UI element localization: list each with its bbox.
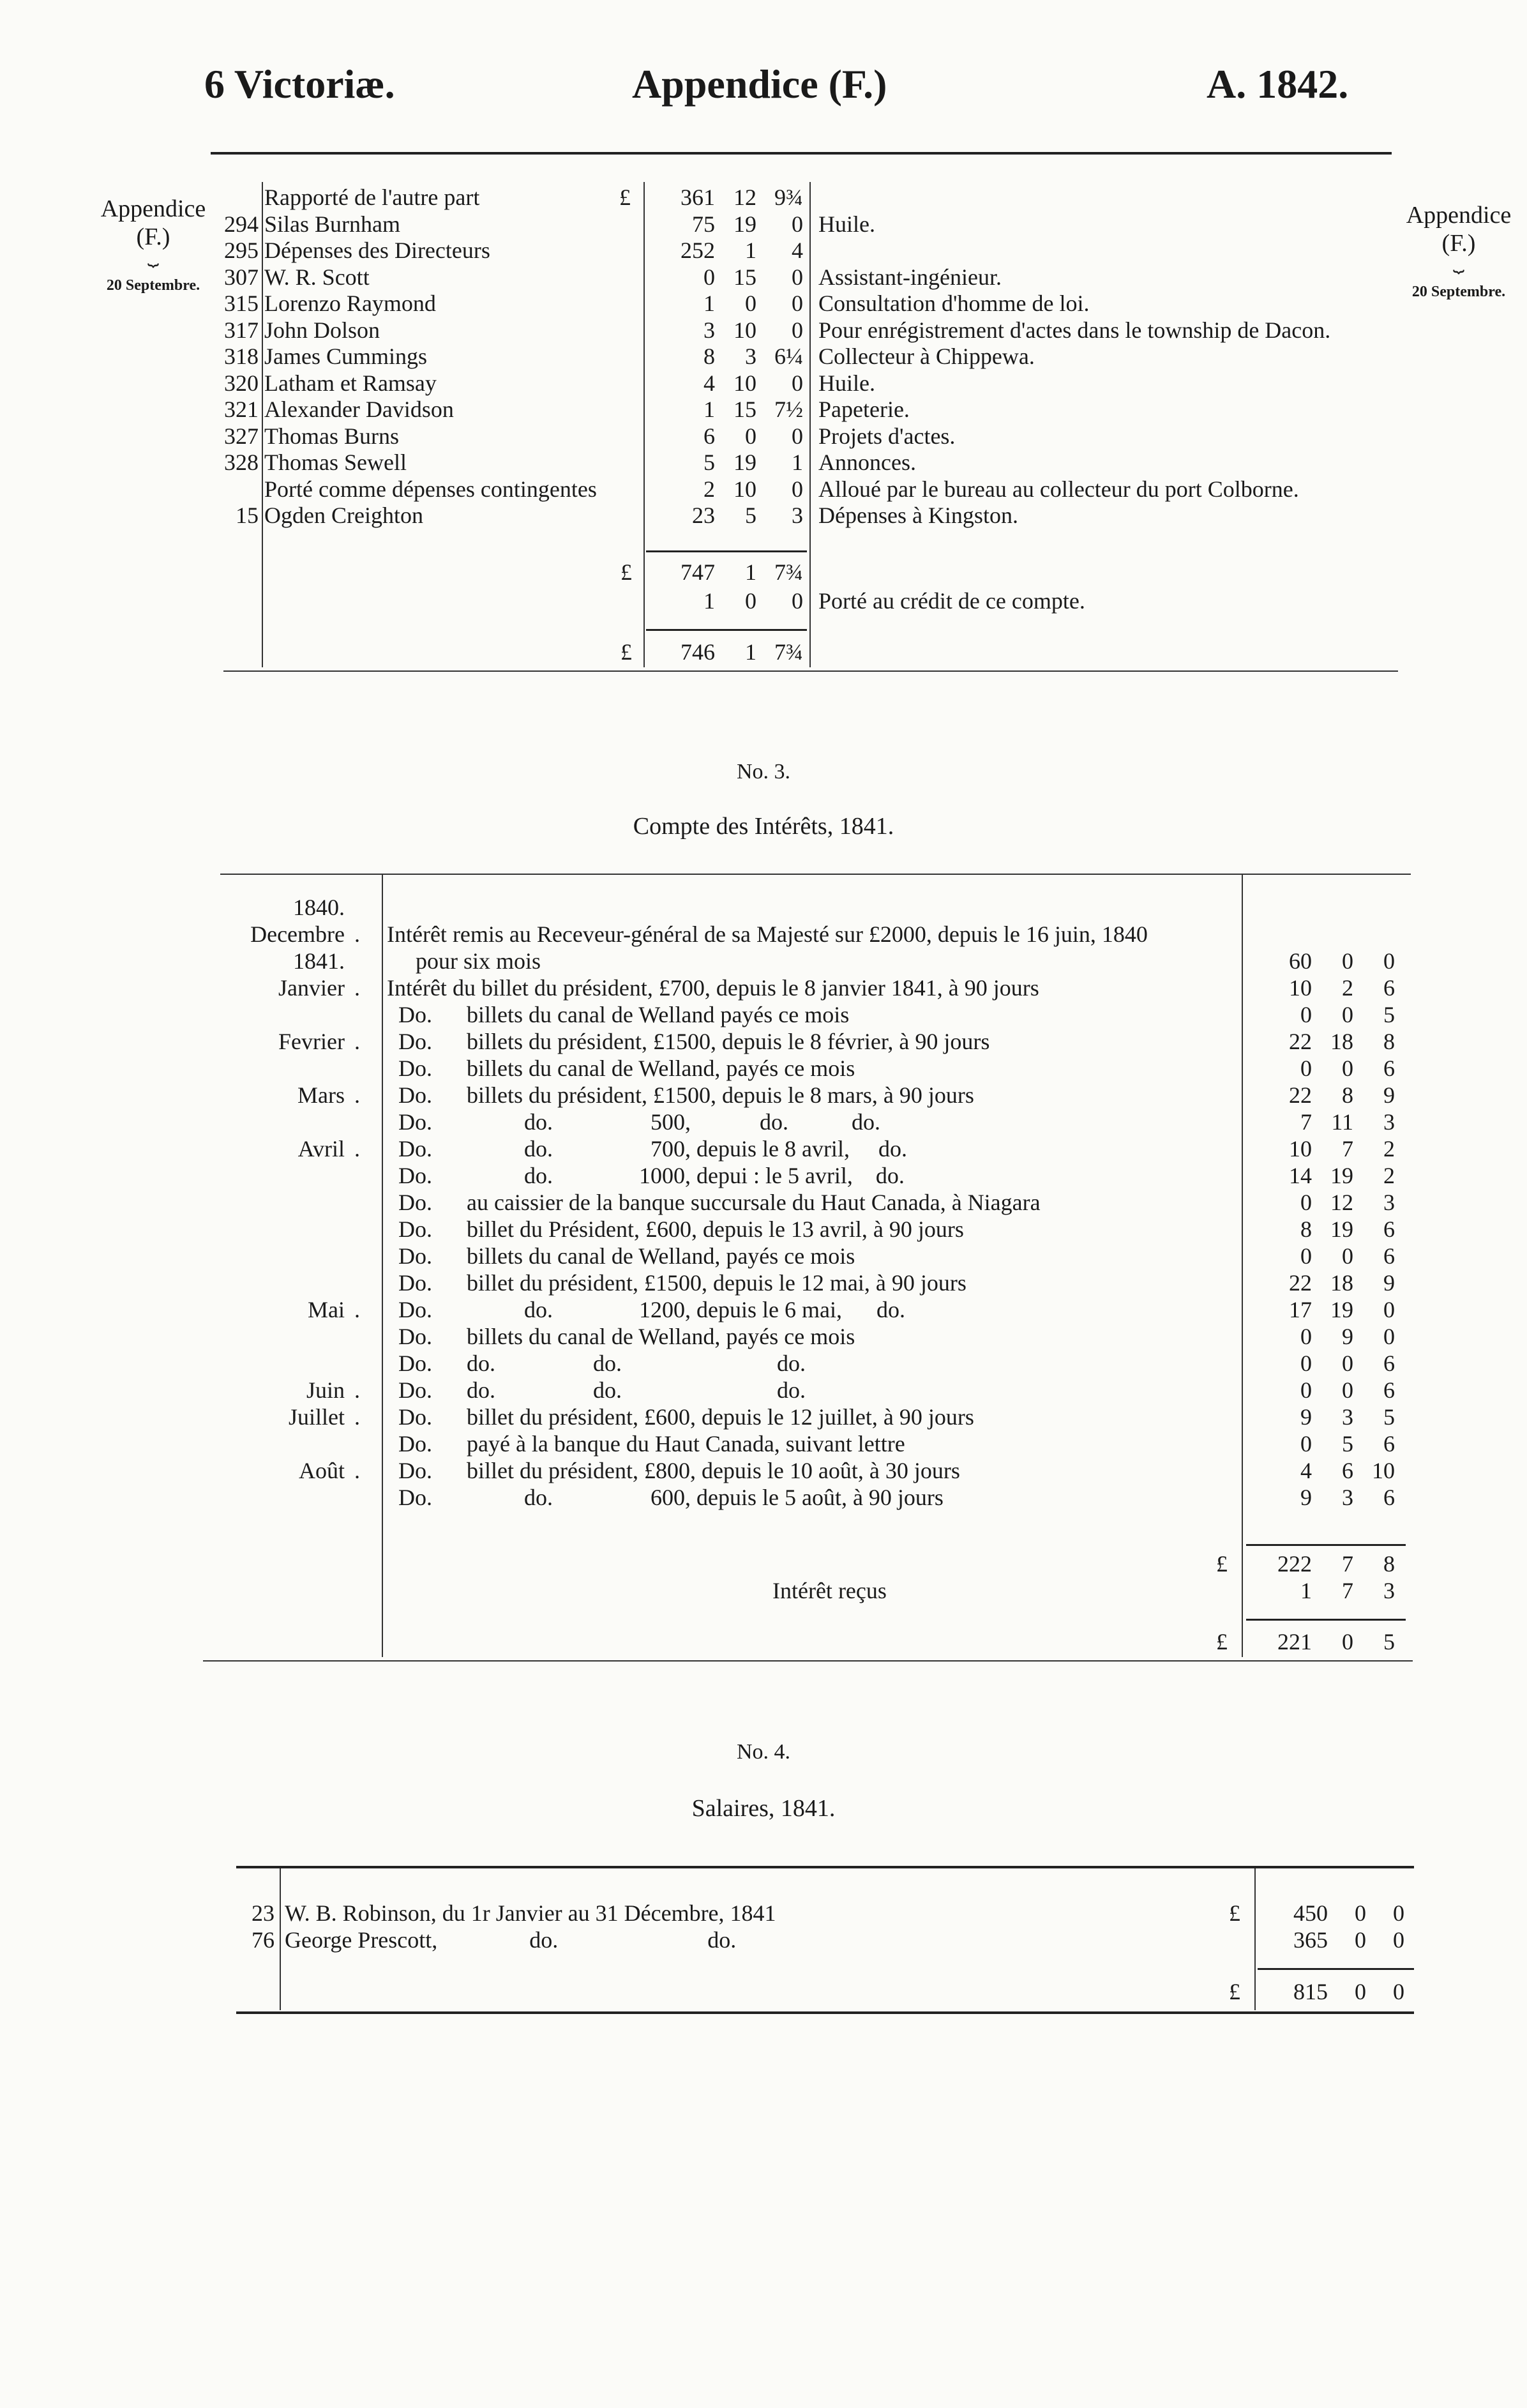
ledger-row (0, 423, 1527, 450)
month-dot: . (354, 1082, 360, 1108)
header-volume: 6 Victoriæ. (204, 61, 395, 107)
header-year: A. 1842. (1207, 61, 1349, 107)
amount-s: 12 (1330, 1190, 1353, 1215)
s4-total-row (0, 1978, 1527, 2005)
received-label: Intérêt reçus (772, 1578, 887, 1603)
interest-row (0, 1109, 1527, 1135)
margin-note-sub: (F.) (1441, 230, 1476, 257)
interest-row (0, 1430, 1527, 1457)
amount-d: 0 (792, 211, 803, 237)
amount-d: 0 (792, 476, 803, 502)
interest-row (0, 1055, 1527, 1082)
entry-description: Huile. (818, 211, 875, 237)
interest-row (0, 1001, 1527, 1028)
amount-l: 365 (1293, 1927, 1328, 1953)
section4-title: Salaires, 1841. (691, 1795, 836, 1822)
amount-l: 0 (1300, 1324, 1312, 1349)
entry-number: 315 (224, 291, 259, 316)
month-dot: . (354, 1404, 360, 1430)
amount-l: 3 (703, 317, 715, 343)
margin-note-label: Appendice (1406, 202, 1512, 229)
entry-description: Assistant-ingénieur. (818, 264, 1002, 290)
amount-l: 8 (703, 344, 715, 369)
interest-description: Do. billets du président, £1500, depuis le 8 mars, à 90 jours (387, 1082, 974, 1108)
entry-description: Pour enrégistrement d'actes dans le township de Dacon. (818, 317, 1331, 343)
month-label: Août (299, 1458, 345, 1483)
month-dot: . (354, 1297, 360, 1322)
amount-s: 19 (733, 450, 756, 475)
amount-d: 1 (792, 450, 803, 475)
amount-l: 4 (1300, 1458, 1312, 1483)
amount-s: 0 (1342, 1351, 1353, 1376)
amount-s: 9 (1342, 1324, 1353, 1349)
amount-s: 18 (1330, 1270, 1353, 1296)
month-label: Juin (306, 1377, 345, 1403)
amount-d: 0 (792, 264, 803, 290)
month-label: Fevrier (278, 1029, 345, 1054)
interest-row (0, 1457, 1527, 1484)
entry-number: 328 (224, 450, 259, 475)
amount-s: 0 (1342, 1629, 1353, 1655)
amount-l: 6 (703, 423, 715, 449)
s3-bottom-rule (203, 1660, 1413, 1662)
month-dot: . (354, 1458, 360, 1483)
brace-icon: ⏟ (1453, 252, 1464, 273)
amount-l: 1 (703, 291, 715, 316)
amount-l: 361 (681, 185, 715, 210)
interest-row (0, 1404, 1527, 1430)
entry-description: Collecteur à Chippewa. (818, 344, 1035, 369)
s3-subtotal-row (0, 1550, 1527, 1577)
entry-number: 320 (224, 370, 259, 396)
amount-d: 4 (792, 238, 803, 263)
amount-l: 9 (1300, 1404, 1312, 1430)
payee-name: W. R. Scott (264, 264, 370, 290)
amount-d: 0 (792, 370, 803, 396)
entry-description: Consultation d'homme de loi. (818, 291, 1090, 316)
pound-sign: £ (1216, 1629, 1228, 1655)
interest-row (0, 1323, 1527, 1350)
s4-top-rule (236, 1866, 1414, 1868)
amount-l: 8 (1300, 1216, 1312, 1242)
amount-d: 6 (1383, 1351, 1395, 1376)
amount-d: 2 (1383, 1163, 1395, 1188)
amount-d: 9 (1383, 1270, 1395, 1296)
interest-row (0, 894, 1527, 921)
amount-d: 0 (1393, 1927, 1404, 1953)
interest-description: Do. billets du canal de Welland, payés ce mois (387, 1324, 855, 1349)
month-label: Avril (297, 1136, 345, 1162)
payee-name: Thomas Sewell (264, 450, 407, 475)
amount-l: 450 (1293, 1900, 1328, 1926)
amount-s: 7 (1342, 1136, 1353, 1162)
amount-d: 3 (1383, 1190, 1395, 1215)
amount-d: 2 (1383, 1136, 1395, 1162)
amount-l: 0 (1300, 1190, 1312, 1215)
payee-name: Lorenzo Raymond (264, 291, 436, 316)
ledger-row (0, 237, 1527, 264)
s3-top-rule (220, 874, 1411, 875)
entry-number: 294 (224, 211, 259, 237)
interest-row (0, 1216, 1527, 1243)
amount-s: 19 (1330, 1297, 1353, 1322)
pound-sign: £ (1229, 1900, 1240, 1926)
month-label: Janvier (278, 975, 345, 1001)
salary-row (0, 1900, 1527, 1927)
amount-l: 7 (1300, 1109, 1312, 1135)
amount-s: 10 (733, 317, 756, 343)
amount-d: 0 (1393, 1900, 1404, 1926)
interest-description: Do. billet du président, £600, depuis le 12 juillet, à 90 jours (387, 1404, 974, 1430)
pound-sign: £ (1216, 1551, 1228, 1577)
amount-d: 6¼ (774, 344, 803, 369)
amount-s: 3 (1342, 1485, 1353, 1510)
amount-s: 8 (1342, 1082, 1353, 1108)
ledger-row (0, 449, 1527, 476)
entry-number: 295 (224, 238, 259, 263)
brace-icon: ⏟ (147, 245, 159, 266)
amount-s: 15 (733, 397, 756, 422)
month-dot: . (354, 975, 360, 1001)
interest-description: Do. billets du président, £1500, depuis le 8 février, à 90 jours (387, 1029, 990, 1054)
amount-s: 0 (1342, 1243, 1353, 1269)
amount-l: 10 (1289, 975, 1312, 1001)
s1-credit-row (0, 587, 1527, 614)
ledger-row (0, 370, 1527, 397)
payee-name: John Dolson (264, 317, 380, 343)
amount-d: 6 (1383, 1431, 1395, 1457)
interest-description: Do. payé à la banque du Haut Canada, suivant lettre (387, 1431, 905, 1457)
payee-name: Ogden Creighton (264, 503, 423, 528)
ledger-row (0, 502, 1527, 529)
amount-s: 3 (1342, 1404, 1353, 1430)
amount-s: 0 (1342, 1002, 1353, 1027)
amount-d: 3 (1383, 1578, 1395, 1603)
interest-row (0, 1028, 1527, 1055)
salary-row (0, 1927, 1527, 1953)
amount-d: 7½ (774, 397, 803, 422)
amount-l: 0 (1300, 1002, 1312, 1027)
margin-note-label: Appendice (100, 195, 206, 222)
amount-s: 0 (1342, 1377, 1353, 1403)
amount-d: 6 (1383, 975, 1395, 1001)
amount-l: 0 (703, 264, 715, 290)
amount-s: 0 (745, 423, 756, 449)
entry-description: Annonces. (818, 450, 916, 475)
amount-l: 4 (703, 370, 715, 396)
s3-received-row (0, 1577, 1527, 1604)
amount-d: 0 (792, 317, 803, 343)
margin-note-date: 20 Septembre. (106, 277, 200, 294)
amount-d: 0 (792, 423, 803, 449)
amount-d: 10 (1372, 1458, 1395, 1483)
amount-d: 0 (792, 588, 803, 614)
amount-d: 6 (1383, 1056, 1395, 1081)
entry-number: 318 (224, 344, 259, 369)
interest-row (0, 948, 1527, 974)
amount-l: 746 (681, 639, 715, 665)
month-label: Mars (297, 1082, 345, 1108)
pound-sign: £ (621, 559, 632, 585)
interest-row (0, 1162, 1527, 1189)
amount-s: 0 (1355, 1900, 1366, 1926)
interest-description: Do. au caissier de la banque succursale du Haut Canada, à Niagara (387, 1190, 1041, 1215)
ledger-row (0, 264, 1527, 291)
interest-description: Do. billets du canal de Welland, payés ce mois (387, 1243, 855, 1269)
header-rule (211, 152, 1392, 155)
interest-description: Intérêt du billet du président, £700, depuis le 8 janvier 1841, à 90 jours (387, 975, 1039, 1001)
payee-name: Silas Burnham (264, 211, 400, 237)
amount-l: 222 (1277, 1551, 1312, 1577)
payee-name: Thomas Burns (264, 423, 399, 449)
amount-l: 22 (1289, 1270, 1312, 1296)
credit-description: Porté au crédit de ce compte. (818, 588, 1085, 614)
month-dot: . (354, 1029, 360, 1054)
entry-description: Papeterie. (818, 397, 910, 422)
entry-description: Dépenses à Kingston. (818, 503, 1018, 528)
payee-name: Rapporté de l'autre part (264, 185, 480, 210)
amount-l: 1 (1300, 1578, 1312, 1603)
amount-d: 6 (1383, 1243, 1395, 1269)
interest-description: Do. do. 1200, depuis le 6 mai, do. (387, 1297, 905, 1322)
s1-total-row (0, 639, 1527, 665)
amount-d: 0 (1383, 948, 1395, 974)
amount-d: 5 (1383, 1629, 1395, 1655)
amount-d: 6 (1383, 1377, 1395, 1403)
payee-name: Latham et Ramsay (264, 370, 437, 396)
month-label: 1840. (293, 895, 345, 920)
s1-total-line (646, 629, 807, 631)
interest-description: Do. do. do. do. (387, 1377, 806, 1403)
ledger-row (0, 476, 1527, 503)
ledger-row (0, 290, 1527, 317)
amount-l: 0 (1300, 1056, 1312, 1081)
month-dot: . (354, 921, 360, 947)
margin-note-sub: (F.) (136, 223, 170, 250)
amount-d: 3 (1383, 1109, 1395, 1135)
month-label: Mai (308, 1297, 345, 1322)
amount-d: 6 (1383, 1485, 1395, 1510)
amount-s: 12 (733, 185, 756, 210)
amount-d: 0 (1393, 1979, 1404, 2004)
amount-d: 7¾ (774, 559, 803, 585)
s1-subtotal-line (646, 550, 807, 552)
interest-row (0, 1484, 1527, 1511)
interest-row (0, 1243, 1527, 1269)
month-label: 1841. (293, 948, 345, 974)
amount-d: 0 (1383, 1324, 1395, 1349)
section4-number: No. 4. (736, 1740, 791, 1764)
amount-d: 5 (1383, 1404, 1395, 1430)
month-dot: . (354, 1136, 360, 1162)
amount-s: 19 (1330, 1163, 1353, 1188)
month-dot: . (354, 1377, 360, 1403)
amount-s: 6 (1342, 1458, 1353, 1483)
amount-l: 747 (681, 559, 715, 585)
ledger-row (0, 343, 1527, 370)
entry-number: 15 (236, 503, 259, 528)
salary-description: George Prescott, do. do. (285, 1927, 737, 1953)
ledger-row (0, 396, 1527, 423)
amount-d: 3 (792, 503, 803, 528)
interest-row (0, 1082, 1527, 1109)
amount-l: 1 (703, 397, 715, 422)
pound-sign: £ (621, 639, 632, 665)
amount-d: 9 (1383, 1082, 1395, 1108)
s4-bottom-rule (236, 2011, 1414, 2014)
ledger-row (0, 317, 1527, 344)
amount-l: 221 (1277, 1629, 1312, 1655)
section3-title: Compte des Intérêts, 1841. (633, 813, 894, 840)
amount-s: 15 (733, 264, 756, 290)
amount-s: 0 (1355, 1979, 1366, 2004)
amount-l: 0 (1300, 1377, 1312, 1403)
payee-name: Porté comme dépenses contingentes (264, 476, 597, 502)
amount-l: 0 (1300, 1243, 1312, 1269)
amount-s: 0 (1355, 1927, 1366, 1953)
interest-description: Do. billet du président, £1500, depuis le 12 mai, à 90 jours (387, 1270, 967, 1296)
amount-l: 5 (703, 450, 715, 475)
interest-description: Do. billet du Président, £600, depuis le 13 avril, à 90 jours (387, 1216, 964, 1242)
amount-s: 1 (745, 238, 756, 263)
amount-d: 0 (792, 291, 803, 316)
interest-description: Do. do. 700, depuis le 8 avril, do. (387, 1136, 907, 1162)
entry-number: 321 (224, 397, 259, 422)
salary-description: W. B. Robinson, du 1r Janvier au 31 Décembre, 1841 (285, 1900, 776, 1926)
pound-sign: £ (619, 185, 631, 210)
payee-name: Dépenses des Directeurs (264, 238, 490, 263)
interest-row (0, 1269, 1527, 1296)
amount-d: 8 (1383, 1551, 1395, 1577)
s3-total-row (0, 1628, 1527, 1655)
amount-s: 11 (1331, 1109, 1353, 1135)
interest-description: Do. billet du président, £800, depuis le 10 août, à 30 jours (387, 1458, 960, 1483)
interest-description: Do. do. 1000, depui : le 5 avril, do. (387, 1163, 905, 1188)
ledger-row (0, 211, 1527, 238)
interest-row (0, 1296, 1527, 1323)
interest-row (0, 921, 1527, 948)
entry-number: 327 (224, 423, 259, 449)
amount-s: 0 (1342, 948, 1353, 974)
entry-description: Huile. (818, 370, 875, 396)
interest-description: Do. billets du canal de Welland, payés ce mois (387, 1056, 855, 1081)
amount-s: 7 (1342, 1578, 1353, 1603)
amount-l: 60 (1289, 948, 1312, 974)
payee-name: James Cummings (264, 344, 428, 369)
amount-l: 22 (1289, 1029, 1312, 1054)
amount-d: 9¾ (774, 185, 803, 210)
amount-l: 23 (692, 503, 715, 528)
entry-description: Alloué par le bureau au collecteur du port Colborne. (818, 476, 1299, 502)
interest-description: Intérêt remis au Receveur-général de sa Majesté sur £2000, depuis le 16 juin, 1840 (387, 921, 1148, 947)
amount-d: 8 (1383, 1029, 1395, 1054)
entry-description: Projets d'actes. (818, 423, 956, 449)
amount-l: 1 (703, 588, 715, 614)
interest-description: Do. do. do. do. (387, 1351, 806, 1376)
entry-number: 317 (224, 317, 259, 343)
s4-total-line (1258, 1968, 1414, 1970)
amount-l: 0 (1300, 1351, 1312, 1376)
margin-note-date: 20 Septembre. (1411, 284, 1506, 300)
amount-l: 2 (703, 476, 715, 502)
interest-row (0, 974, 1527, 1001)
interest-description: Do. billets du canal de Welland payés ce mois (387, 1002, 850, 1027)
amount-l: 14 (1289, 1163, 1312, 1188)
s3-subtotal-line (1246, 1544, 1406, 1546)
amount-s: 5 (745, 503, 756, 528)
amount-l: 815 (1293, 1979, 1328, 2004)
amount-l: 0 (1300, 1431, 1312, 1457)
interest-row (0, 1189, 1527, 1216)
amount-s: 7 (1342, 1551, 1353, 1577)
amount-d: 5 (1383, 1002, 1395, 1027)
amount-l: 22 (1289, 1082, 1312, 1108)
entry-number: 307 (224, 264, 259, 290)
amount-s: 18 (1330, 1029, 1353, 1054)
amount-s: 10 (733, 370, 756, 396)
payee-name: Alexander Davidson (264, 397, 454, 422)
interest-row (0, 1377, 1527, 1404)
pound-sign: £ (1229, 1979, 1240, 2004)
amount-l: 252 (681, 238, 715, 263)
amount-s: 10 (733, 476, 756, 502)
month-label: Juillet (289, 1404, 345, 1430)
amount-s: 0 (1342, 1056, 1353, 1081)
entry-number: 23 (252, 1900, 275, 1926)
amount-s: 0 (745, 588, 756, 614)
amount-l: 75 (692, 211, 715, 237)
amount-s: 1 (745, 639, 756, 665)
interest-description: pour six mois (387, 948, 541, 974)
section3-number: No. 3. (736, 760, 791, 784)
s1-subtotal-row (0, 559, 1527, 586)
interest-description: Do. do. 600, depuis le 5 août, à 90 jours (387, 1485, 944, 1510)
ledger-row (0, 184, 1527, 211)
amount-d: 0 (1383, 1297, 1395, 1322)
month-label: Decembre (250, 921, 345, 947)
amount-l: 10 (1289, 1136, 1312, 1162)
interest-description: Do. do. 500, do. do. (387, 1109, 880, 1135)
amount-s: 1 (745, 559, 756, 585)
amount-s: 0 (745, 291, 756, 316)
amount-d: 7¾ (774, 639, 803, 665)
amount-s: 5 (1342, 1431, 1353, 1457)
amount-s: 19 (733, 211, 756, 237)
amount-s: 2 (1342, 975, 1353, 1001)
amount-l: 9 (1300, 1485, 1312, 1510)
amount-d: 6 (1383, 1216, 1395, 1242)
amount-l: 17 (1289, 1297, 1312, 1322)
header-appendix: Appendice (F.) (632, 61, 887, 107)
amount-s: 3 (745, 344, 756, 369)
s3-total-line (1246, 1619, 1406, 1621)
amount-s: 19 (1330, 1216, 1353, 1242)
entry-number: 76 (252, 1927, 275, 1953)
interest-row (0, 1350, 1527, 1377)
interest-row (0, 1135, 1527, 1162)
s1-bottom-rule (223, 670, 1398, 672)
